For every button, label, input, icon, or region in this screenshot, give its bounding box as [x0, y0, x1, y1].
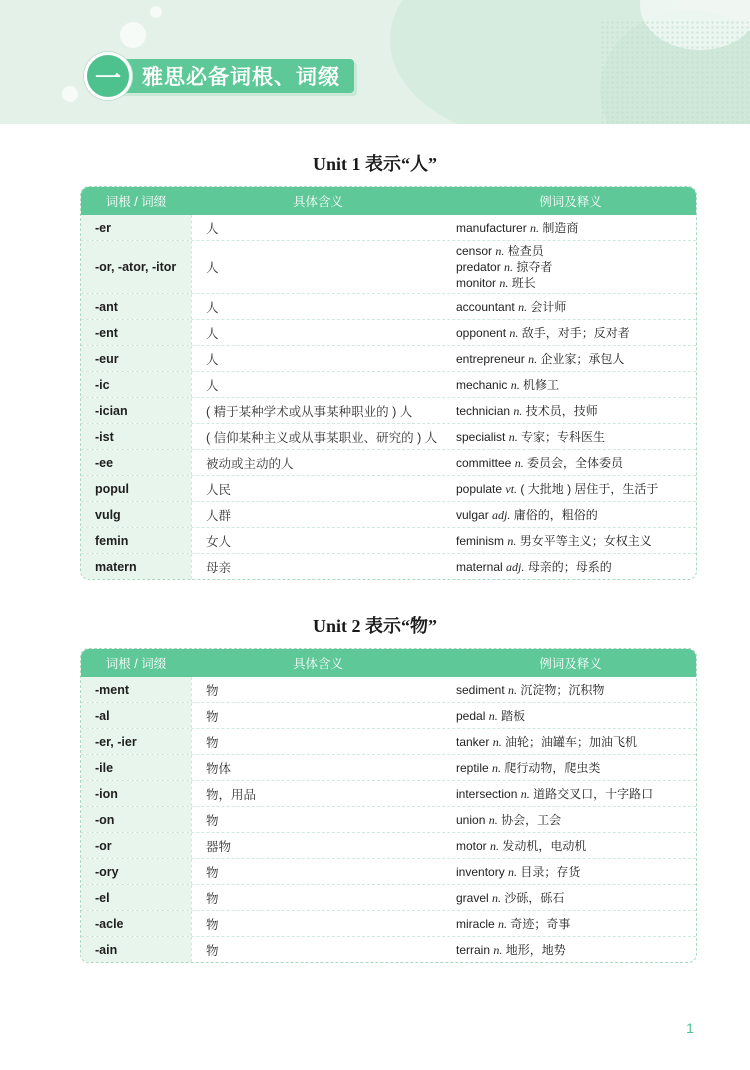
example-cell: [445, 398, 696, 423]
part-of-speech: n.: [510, 377, 520, 392]
meaning-cell: ( 信仰某种主义或从事某职业、研究的 ) 人: [191, 424, 445, 449]
example-word: manufacturer: [456, 220, 527, 235]
root-cell: popul: [81, 476, 191, 501]
column-header-root: 词根 / 词缀: [105, 195, 167, 209]
meaning-cell: 物: [191, 859, 445, 884]
part-of-speech: n.: [507, 533, 517, 548]
table-row: [81, 832, 696, 858]
example-line: [456, 259, 696, 275]
example-cell: [445, 911, 696, 936]
example-line: [456, 838, 696, 854]
table-row: [81, 423, 696, 449]
example-word: terrain: [456, 942, 491, 957]
example-definition: 委员会，全体委员: [527, 455, 624, 470]
table-row: [81, 527, 696, 553]
root-cell: vulg: [81, 502, 191, 527]
example-line: [456, 559, 696, 575]
meaning-cell: 人: [191, 294, 445, 319]
part-of-speech: n.: [490, 838, 500, 853]
example-cell: [445, 677, 696, 702]
example-line: [456, 708, 696, 724]
example-word: monitor: [456, 276, 497, 290]
part-of-speech: n.: [520, 786, 530, 801]
example-definition: 技术员，技师: [525, 403, 598, 418]
table-row: [81, 936, 696, 962]
example-definition: 沉淀物；沉积物: [520, 682, 605, 697]
root-cell: -er: [81, 215, 191, 240]
root-cell: -acle: [81, 911, 191, 936]
example-line: [456, 429, 696, 445]
example-line: [456, 377, 696, 393]
example-word: union: [456, 812, 486, 827]
table-row: [81, 884, 696, 910]
table-row: [81, 677, 696, 702]
example-word: motor: [456, 838, 487, 853]
example-word: maternal: [456, 559, 503, 574]
example-line: [456, 325, 696, 341]
table-body: [81, 677, 696, 962]
example-definition: 奇迹；奇事: [510, 916, 571, 931]
meaning-cell: 器物: [191, 833, 445, 858]
table-row: [81, 215, 696, 240]
example-line: [456, 275, 696, 291]
example-cell: [445, 781, 696, 806]
column-header-meaning: 具体含义: [292, 657, 343, 671]
root-cell: -ic: [81, 372, 191, 397]
example-definition: 机修工: [523, 377, 560, 392]
example-word: technician: [456, 403, 511, 418]
example-definition: 目录；存货: [520, 864, 581, 879]
example-definition: 企业家；承包人: [540, 351, 625, 366]
table-row: [81, 319, 696, 345]
part-of-speech: n.: [492, 734, 502, 749]
example-word: predator: [456, 260, 501, 274]
example-line: [456, 682, 696, 698]
example-definition: 敌手，对手；反对者: [521, 325, 630, 340]
root-cell: -or, -ator, -itor: [81, 241, 191, 293]
example-cell: [445, 241, 696, 293]
column-header-meaning: 具体含义: [292, 195, 343, 209]
root-cell: femin: [81, 528, 191, 553]
column-header-examples: 例词及释义: [539, 195, 602, 209]
meaning-cell: 人: [191, 346, 445, 371]
example-definition: 庸俗的，粗俗的: [513, 507, 598, 522]
example-line: [456, 916, 696, 932]
page-number: 1: [686, 1020, 694, 1036]
section-number: 一: [84, 52, 132, 100]
example-definition: 地形，地势: [505, 942, 566, 957]
table-row: [81, 371, 696, 397]
example-line: [456, 507, 696, 523]
example-definition: 爬行动物，爬虫类: [504, 760, 601, 775]
root-cell: -eur: [81, 346, 191, 371]
root-cell: -ment: [81, 677, 191, 702]
decor-dots: [600, 20, 750, 124]
example-word: tanker: [456, 734, 490, 749]
table-header: [81, 649, 696, 677]
root-cell: -ist: [81, 424, 191, 449]
example-definition: 男女平等主义；女权主义: [519, 533, 652, 548]
example-cell: [445, 703, 696, 728]
unit-title: Unit 2 表示“物”: [312, 616, 437, 636]
example-line: [456, 942, 696, 958]
meaning-cell: 被动或主动的人: [191, 450, 445, 475]
example-definition: 专家；专科医生: [521, 429, 606, 444]
root-cell: -ent: [81, 320, 191, 345]
example-cell: [445, 294, 696, 319]
root-cell: -ion: [81, 781, 191, 806]
example-cell: [445, 729, 696, 754]
part-of-speech: n.: [495, 244, 505, 258]
example-word: feminism: [456, 533, 505, 548]
table-body: [81, 215, 696, 579]
example-line: [456, 403, 696, 419]
example-line: [456, 481, 696, 497]
example-line: [456, 812, 696, 828]
example-cell: [445, 346, 696, 371]
root-cell: -ant: [81, 294, 191, 319]
example-word: opponent: [456, 325, 507, 340]
part-of-speech: adj.: [492, 507, 511, 522]
example-line: [456, 890, 696, 906]
unit-table: [80, 648, 697, 963]
example-definition: 检查员: [507, 244, 544, 258]
example-word: intersection: [456, 786, 518, 801]
table-row: [81, 553, 696, 579]
example-word: pedal: [456, 708, 486, 723]
meaning-cell: 物: [191, 807, 445, 832]
meaning-cell: 物: [191, 677, 445, 702]
example-definition: 母亲的；母系的: [527, 559, 612, 574]
part-of-speech: n.: [530, 220, 540, 235]
part-of-speech: n.: [513, 403, 523, 418]
example-word: committee: [456, 455, 512, 470]
table-row: [81, 449, 696, 475]
part-of-speech: n.: [518, 299, 528, 314]
decor-dot: [120, 22, 146, 48]
part-of-speech: n.: [492, 760, 502, 775]
unit-title: Unit 1 表示“人”: [312, 154, 437, 174]
part-of-speech: n.: [509, 325, 519, 340]
meaning-cell: 物: [191, 885, 445, 910]
table-row: [81, 475, 696, 501]
example-word: reptile: [456, 760, 489, 775]
example-cell: [445, 937, 696, 962]
example-cell: [445, 320, 696, 345]
meaning-cell: 物: [191, 937, 445, 962]
part-of-speech: n.: [528, 351, 538, 366]
meaning-cell: 人群: [191, 502, 445, 527]
example-cell: [445, 215, 696, 240]
part-of-speech: n.: [493, 942, 503, 957]
table-row: [81, 728, 696, 754]
example-cell: [445, 807, 696, 832]
part-of-speech: n.: [508, 429, 518, 444]
table-row: [81, 501, 696, 527]
table-row: [81, 293, 696, 319]
example-definition: ( 大批地 ) 居住于，生活于: [520, 481, 659, 496]
root-cell: -al: [81, 703, 191, 728]
part-of-speech: n.: [488, 812, 498, 827]
unit-table: [80, 186, 697, 580]
meaning-cell: ( 精于某种学术或从事某种职业的 ) 人: [191, 398, 445, 423]
example-cell: [445, 528, 696, 553]
example-word: censor: [456, 244, 493, 258]
example-cell: [445, 372, 696, 397]
table-row: [81, 240, 696, 293]
part-of-speech: n.: [498, 916, 508, 931]
part-of-speech: n.: [488, 708, 498, 723]
example-cell: [445, 885, 696, 910]
root-cell: -ile: [81, 755, 191, 780]
example-word: sediment: [456, 682, 505, 697]
example-cell: [445, 554, 696, 579]
part-of-speech: n.: [508, 682, 518, 697]
example-line: [456, 220, 696, 236]
example-line: [456, 455, 696, 471]
table-row: [81, 910, 696, 936]
example-cell: [445, 476, 696, 501]
part-of-speech: adj.: [506, 559, 525, 574]
section-title: 雅思必备词根、词缀: [120, 59, 354, 93]
root-cell: -ee: [81, 450, 191, 475]
root-cell: -ain: [81, 937, 191, 962]
example-definition: 制造商: [542, 220, 579, 235]
example-word: populate: [456, 481, 503, 496]
example-cell: [445, 424, 696, 449]
root-cell: matern: [81, 554, 191, 579]
section-heading: [84, 54, 354, 98]
example-line: [456, 299, 696, 315]
example-line: [456, 533, 696, 549]
example-word: entrepreneur: [456, 351, 525, 366]
root-cell: -ory: [81, 859, 191, 884]
table-row: [81, 858, 696, 884]
example-definition: 踏板: [501, 708, 526, 723]
part-of-speech: n.: [504, 260, 514, 274]
meaning-cell: 女人: [191, 528, 445, 553]
meaning-cell: 物: [191, 729, 445, 754]
meaning-cell: 物: [191, 703, 445, 728]
example-word: vulgar: [456, 507, 489, 522]
example-line: [456, 351, 696, 367]
example-cell: [445, 755, 696, 780]
example-line: [456, 243, 696, 259]
example-cell: [445, 833, 696, 858]
example-definition: 道路交叉口，十字路口: [533, 786, 654, 801]
table-row: [81, 780, 696, 806]
column-header-root: 词根 / 词缀: [105, 657, 167, 671]
example-line: [456, 864, 696, 880]
root-cell: -ician: [81, 398, 191, 423]
decor-dot: [150, 6, 162, 18]
table-row: [81, 345, 696, 371]
example-cell: [445, 859, 696, 884]
root-cell: -er, -ier: [81, 729, 191, 754]
example-line: [456, 734, 696, 750]
example-definition: 班长: [511, 276, 536, 290]
example-word: inventory: [456, 864, 505, 879]
part-of-speech: vt.: [505, 481, 518, 496]
part-of-speech: n.: [499, 276, 509, 290]
table-header: [81, 187, 696, 215]
part-of-speech: n.: [492, 890, 502, 905]
example-definition: 掠夺者: [516, 260, 553, 274]
root-cell: -on: [81, 807, 191, 832]
meaning-cell: 人: [191, 215, 445, 240]
meaning-cell: 人民: [191, 476, 445, 501]
example-definition: 油轮；油罐车；加油飞机: [505, 734, 638, 749]
example-definition: 发动机，电动机: [502, 838, 587, 853]
root-cell: -or: [81, 833, 191, 858]
table-row: [81, 806, 696, 832]
example-definition: 协会，工会: [501, 812, 562, 827]
example-line: [456, 786, 696, 802]
example-word: specialist: [456, 429, 506, 444]
example-word: gravel: [456, 890, 489, 905]
example-word: mechanic: [456, 377, 508, 392]
table-row: [81, 397, 696, 423]
column-header-examples: 例词及释义: [539, 657, 602, 671]
table-row: [81, 754, 696, 780]
example-word: accountant: [456, 299, 515, 314]
example-cell: [445, 450, 696, 475]
example-definition: 沙砾，砾石: [504, 890, 565, 905]
example-word: miracle: [456, 916, 495, 931]
meaning-cell: 人: [191, 241, 445, 293]
meaning-cell: 物体: [191, 755, 445, 780]
part-of-speech: n.: [508, 864, 518, 879]
root-cell: -el: [81, 885, 191, 910]
meaning-cell: 人: [191, 320, 445, 345]
meaning-cell: 人: [191, 372, 445, 397]
meaning-cell: 物: [191, 911, 445, 936]
example-cell: [445, 502, 696, 527]
example-line: [456, 760, 696, 776]
meaning-cell: 母亲: [191, 554, 445, 579]
part-of-speech: n.: [514, 455, 524, 470]
example-definition: 会计师: [530, 299, 567, 314]
table-row: [81, 702, 696, 728]
meaning-cell: 物，用品: [191, 781, 445, 806]
decor-dot: [62, 86, 78, 102]
